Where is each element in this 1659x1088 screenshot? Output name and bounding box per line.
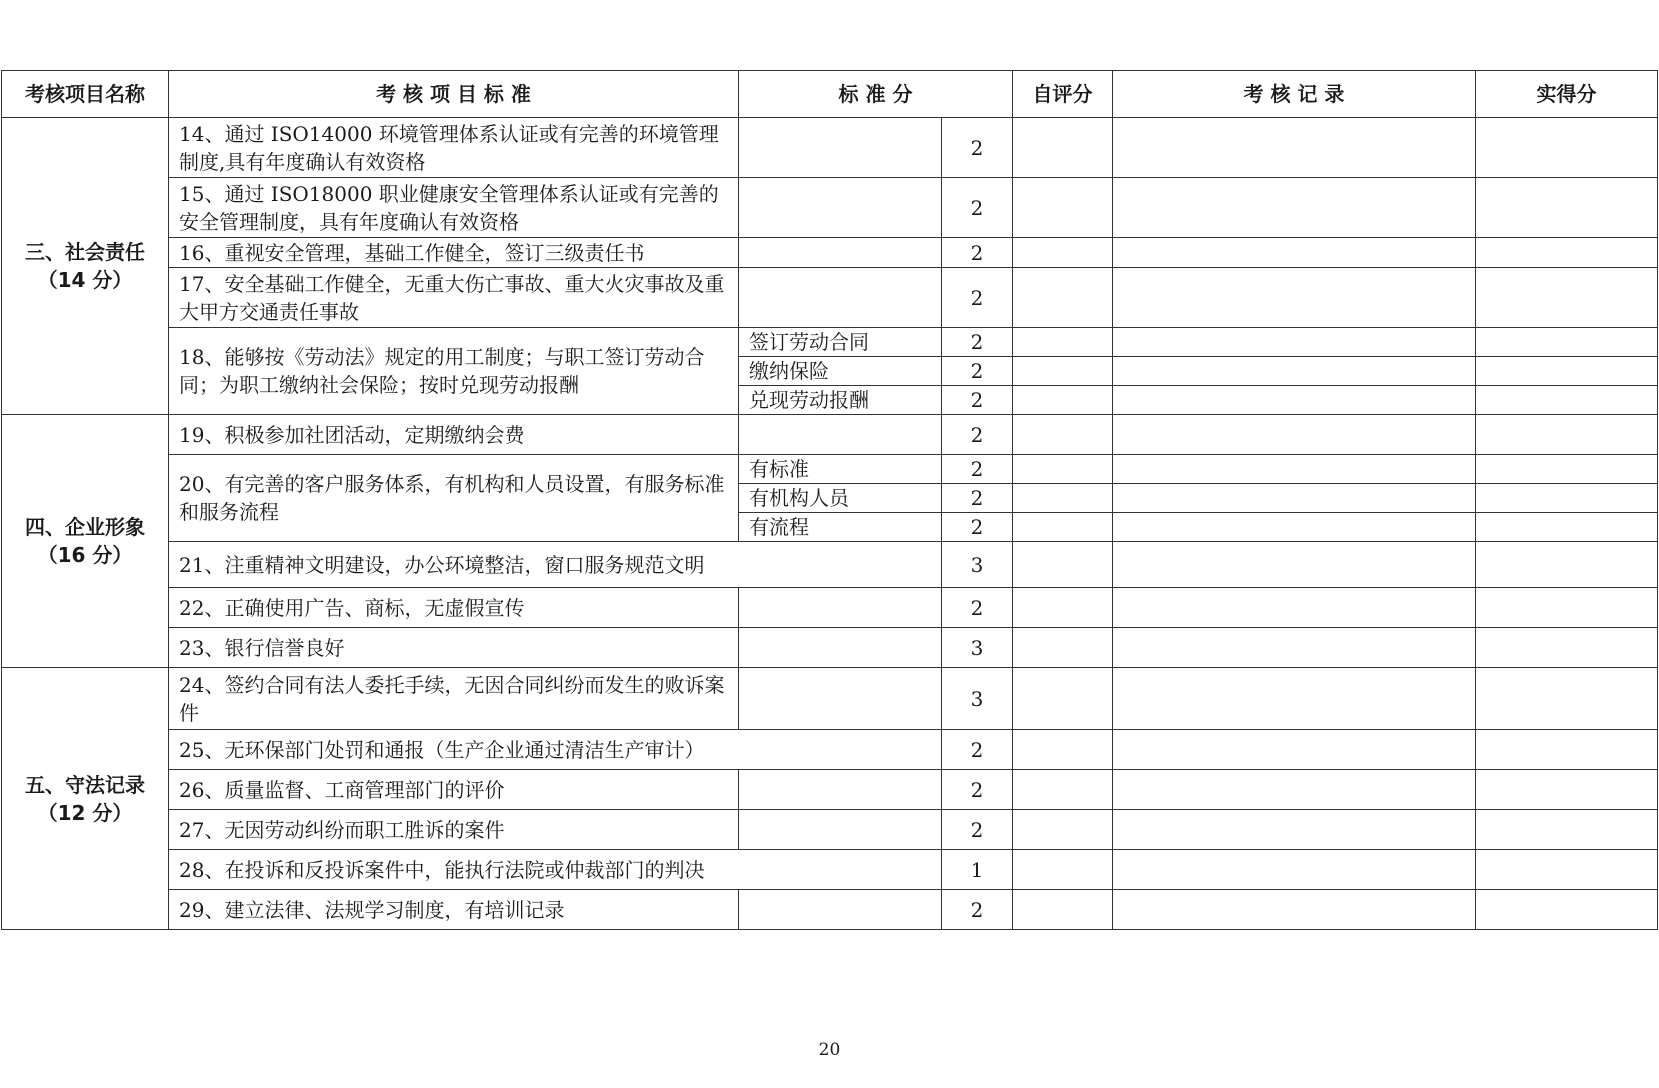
item-18-sub-contract-score: 2: [942, 328, 1013, 357]
header-std-score: 标 准 分: [739, 71, 1013, 118]
item-26-standard: 26、质量监督、工商管理部门的评价: [169, 770, 739, 810]
actual-score-cell[interactable]: [1476, 268, 1658, 328]
item-21-standard: 21、注重精神文明建设，办公环境整洁，窗口服务规范文明: [169, 542, 942, 588]
item-22-standard: 22、正确使用广告、商标，无虚假宣传: [169, 588, 739, 628]
table-row: [2, 328, 1658, 357]
actual-score-cell[interactable]: [1476, 668, 1658, 730]
self-score-cell[interactable]: [1013, 810, 1113, 850]
item-18-standard: 18、能够按《劳动法》规定的用工制度；与职工签订劳动合同；为职工缴纳社会保险；按时兑现劳动报酬: [169, 328, 739, 415]
record-cell[interactable]: [1113, 386, 1476, 415]
self-score-cell[interactable]: [1013, 118, 1113, 178]
item-18-sub-contract: 签订劳动合同: [739, 328, 942, 357]
item-20-sub-process: 有流程: [739, 513, 942, 542]
header-record: 考 核 记 录: [1113, 71, 1476, 118]
self-score-cell[interactable]: [1013, 850, 1113, 890]
actual-score-cell[interactable]: [1476, 513, 1658, 542]
record-cell[interactable]: [1113, 118, 1476, 178]
sub-standard-cell: [739, 810, 942, 850]
self-score-cell[interactable]: [1013, 628, 1113, 668]
table-row: [2, 730, 1658, 770]
sub-standard-cell: [739, 890, 942, 930]
self-score-cell[interactable]: [1013, 415, 1113, 455]
item-21-score: 3: [942, 542, 1013, 588]
header-category: 考核项目名称: [2, 71, 169, 118]
item-15-score: 2: [942, 178, 1013, 238]
item-23-standard: 23、银行信誉良好: [169, 628, 739, 668]
item-17-standard: 17、安全基础工作健全，无重大伤亡事故、重大火灾事故及重大甲方交通责任事故: [169, 268, 739, 328]
table-row: [2, 770, 1658, 810]
record-cell[interactable]: [1113, 668, 1476, 730]
sub-standard-cell: [739, 178, 942, 238]
item-20-sub-process-score: 2: [942, 513, 1013, 542]
table-row: [2, 810, 1658, 850]
actual-score-cell[interactable]: [1476, 628, 1658, 668]
item-19-score: 2: [942, 415, 1013, 455]
actual-score-cell[interactable]: [1476, 542, 1658, 588]
item-16-standard: 16、重视安全管理，基础工作健全，签订三级责任书: [169, 238, 739, 268]
item-20-sub-standard-score: 2: [942, 455, 1013, 484]
sub-standard-cell: [739, 268, 942, 328]
actual-score-cell[interactable]: [1476, 588, 1658, 628]
sub-standard-cell: [739, 238, 942, 268]
item-28-score: 1: [942, 850, 1013, 890]
record-cell[interactable]: [1113, 357, 1476, 386]
self-score-cell[interactable]: [1013, 328, 1113, 357]
item-19-standard: 19、积极参加社团活动，定期缴纳会费: [169, 415, 739, 455]
category-social-responsibility: [2, 118, 169, 415]
item-25-standard: 25、无环保部门处罚和通报（生产企业通过清洁生产审计）: [169, 730, 942, 770]
table-row: [2, 628, 1658, 668]
category-legal-record: [2, 668, 169, 930]
item-25-score: 2: [942, 730, 1013, 770]
item-20-sub-staff: 有机构人员: [739, 484, 942, 513]
page-number: 20: [818, 1040, 841, 1060]
self-score-cell[interactable]: [1013, 513, 1113, 542]
header-actual: 实得分: [1476, 71, 1658, 118]
item-29-standard: 29、建立法律、法规学习制度，有培训记录: [169, 890, 739, 930]
record-cell[interactable]: [1113, 455, 1476, 484]
sub-standard-cell: [739, 118, 942, 178]
item-14-score: 2: [942, 118, 1013, 178]
header-standard: 考 核 项 目 标 准: [169, 71, 739, 118]
table-row: [2, 455, 1658, 484]
self-score-cell[interactable]: [1013, 730, 1113, 770]
self-score-cell[interactable]: [1013, 588, 1113, 628]
table-row: [2, 415, 1658, 455]
item-22-score: 2: [942, 588, 1013, 628]
self-score-cell[interactable]: [1013, 268, 1113, 328]
actual-score-cell[interactable]: [1476, 484, 1658, 513]
record-cell[interactable]: [1113, 890, 1476, 930]
category-points: （14 分）: [37, 268, 133, 292]
record-cell[interactable]: [1113, 730, 1476, 770]
item-20-standard: 20、有完善的客户服务体系，有机构和人员设置，有服务标准和服务流程: [169, 455, 739, 542]
table-row: [2, 238, 1658, 268]
record-cell[interactable]: [1113, 513, 1476, 542]
self-score-cell[interactable]: [1013, 668, 1113, 730]
record-cell[interactable]: [1113, 628, 1476, 668]
record-cell[interactable]: [1113, 542, 1476, 588]
actual-score-cell[interactable]: [1476, 810, 1658, 850]
item-15-standard: 15、通过 ISO18000 职业健康安全管理体系认证或有完善的安全管理制度，具有年度确认有效资格: [169, 178, 739, 238]
category-name: 四、企业形象: [25, 515, 145, 539]
record-cell[interactable]: [1113, 238, 1476, 268]
item-20-sub-standard: 有标准: [739, 455, 942, 484]
item-24-score: 3: [942, 668, 1013, 730]
item-18-sub-pay-score: 2: [942, 386, 1013, 415]
item-28-standard: 28、在投诉和反投诉案件中，能执行法院或仲裁部门的判决: [169, 850, 942, 890]
evaluation-table: [1, 70, 1658, 930]
item-20-sub-staff-score: 2: [942, 484, 1013, 513]
self-score-cell[interactable]: [1013, 770, 1113, 810]
item-18-sub-insurance: 缴纳保险: [739, 357, 942, 386]
self-score-cell[interactable]: [1013, 357, 1113, 386]
item-16-score: 2: [942, 238, 1013, 268]
category-points: （12 分）: [37, 800, 133, 825]
record-cell[interactable]: [1113, 810, 1476, 850]
record-cell[interactable]: [1113, 178, 1476, 238]
item-26-score: 2: [942, 770, 1013, 810]
record-cell[interactable]: [1113, 770, 1476, 810]
item-24-standard: 24、签约合同有法人委托手续，无因合同纠纷而发生的败诉案件: [169, 668, 739, 730]
self-score-cell[interactable]: [1013, 542, 1113, 588]
actual-score-cell[interactable]: [1476, 455, 1658, 484]
actual-score-cell[interactable]: [1476, 238, 1658, 268]
actual-score-cell[interactable]: [1476, 386, 1658, 415]
table-row: [2, 588, 1658, 628]
table-row: [2, 118, 1658, 178]
table-row: [2, 890, 1658, 930]
self-score-cell[interactable]: [1013, 890, 1113, 930]
self-score-cell[interactable]: [1013, 238, 1113, 268]
sub-standard-cell: [739, 588, 942, 628]
actual-score-cell[interactable]: [1476, 770, 1658, 810]
actual-score-cell[interactable]: [1476, 118, 1658, 178]
actual-score-cell[interactable]: [1476, 357, 1658, 386]
record-cell[interactable]: [1113, 588, 1476, 628]
table-row: [2, 268, 1658, 328]
record-cell[interactable]: [1113, 328, 1476, 357]
category-name: 五、守法记录: [25, 772, 145, 797]
record-cell[interactable]: [1113, 415, 1476, 455]
self-score-cell[interactable]: [1013, 455, 1113, 484]
item-27-standard: 27、无因劳动纠纷而职工胜诉的案件: [169, 810, 739, 850]
actual-score-cell[interactable]: [1476, 415, 1658, 455]
sub-standard-cell: [739, 415, 942, 455]
item-23-score: 3: [942, 628, 1013, 668]
category-corporate-image: [2, 415, 169, 668]
item-18-sub-pay: 兑现劳动报酬: [739, 386, 942, 415]
category-name: 三、社会责任: [25, 240, 145, 264]
actual-score-cell[interactable]: [1476, 178, 1658, 238]
item-18-sub-insurance-score: 2: [942, 357, 1013, 386]
self-score-cell[interactable]: [1013, 386, 1113, 415]
record-cell[interactable]: [1113, 484, 1476, 513]
record-cell[interactable]: [1113, 268, 1476, 328]
sub-standard-cell: [739, 628, 942, 668]
header-row: [2, 71, 1658, 118]
actual-score-cell[interactable]: [1476, 890, 1658, 930]
header-self-score: 自评分: [1013, 71, 1113, 118]
item-14-standard: 14、通过 ISO14000 环境管理体系认证或有完善的环境管理制度,具有年度确认有效资格: [169, 118, 739, 178]
category-points: （16 分）: [37, 543, 133, 567]
actual-score-cell[interactable]: [1476, 328, 1658, 357]
actual-score-cell[interactable]: [1476, 850, 1658, 890]
item-17-score: 2: [942, 268, 1013, 328]
actual-score-cell[interactable]: [1476, 730, 1658, 770]
table-row: [2, 178, 1658, 238]
item-27-score: 2: [942, 810, 1013, 850]
table-row: [2, 668, 1658, 730]
self-score-cell[interactable]: [1013, 484, 1113, 513]
table-row: [2, 850, 1658, 890]
sub-standard-cell: [739, 668, 942, 730]
item-29-score: 2: [942, 890, 1013, 930]
table-row: [2, 542, 1658, 588]
sub-standard-cell: [739, 770, 942, 810]
record-cell[interactable]: [1113, 850, 1476, 890]
self-score-cell[interactable]: [1013, 178, 1113, 238]
